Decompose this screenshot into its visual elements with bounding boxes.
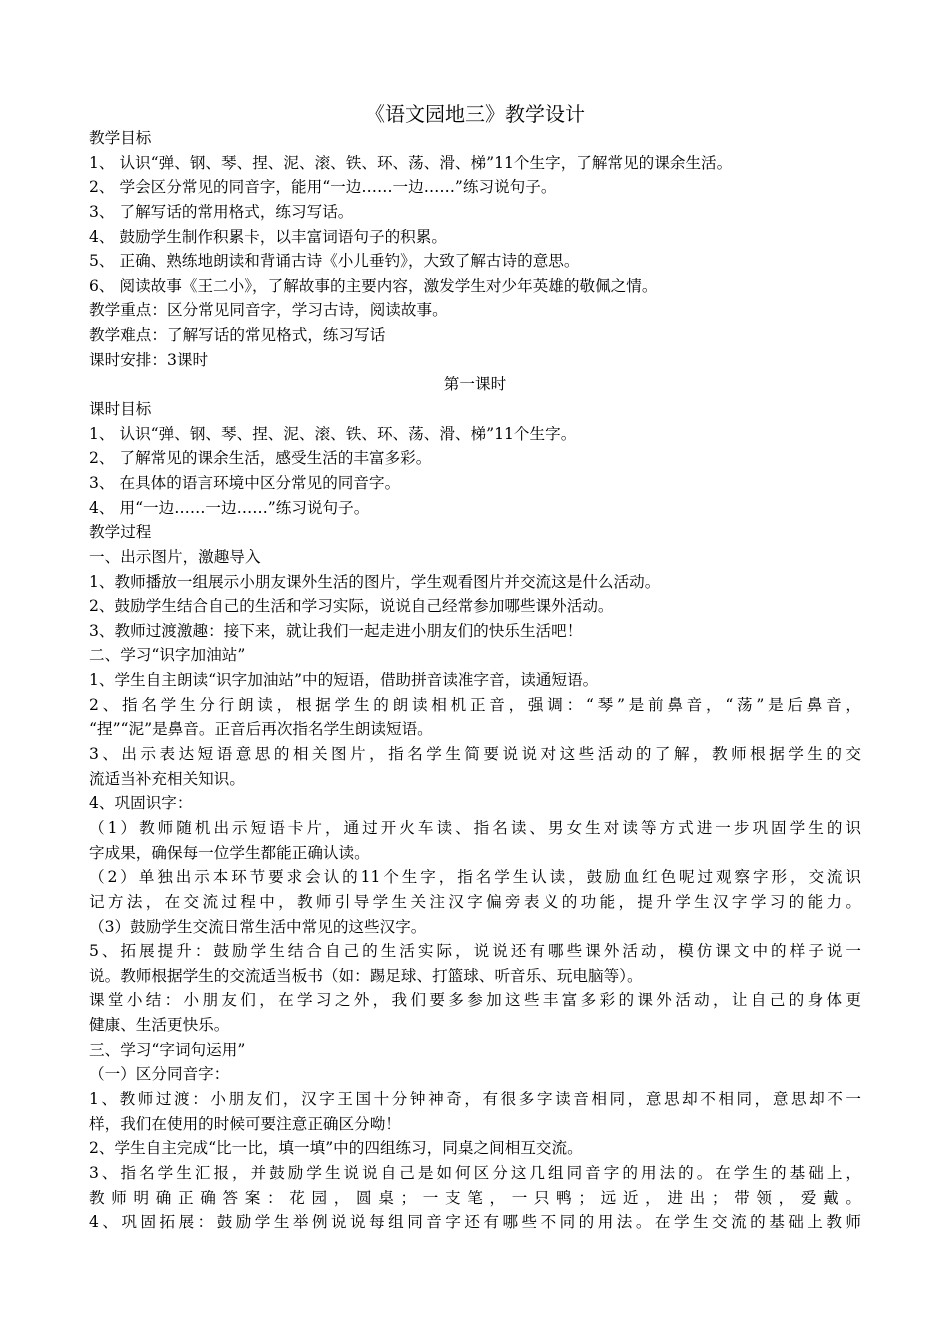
text-line: 1、教师过渡：小朋友们，汉字王国十分钟神奇，有很多字读音相同，意思却不相同，意思却不一 <box>89 1089 861 1108</box>
text-line: 2、鼓励学生结合自己的生活和学习实际，说说自己经常参加哪些课外活动。 <box>89 597 614 616</box>
text-line: 3、指名学生汇报，并鼓励学生说说自己是如何区分这几组同音字的用法的。在学生的基础上， <box>89 1163 861 1182</box>
text-line: 5、拓展提升：鼓励学生结合自己的生活实际，说说还有哪些课外活动，模仿课文中的样子说一 <box>89 942 861 961</box>
text-line: 记方法，在交流过程中，教师引导学生关注汉字偏旁表义的功能，提升学生汉字学习的能力。 <box>89 892 861 911</box>
text-line: 第一课时 <box>443 375 507 394</box>
text-line: 2、学生自主完成“比一比，填一填”中的四组练习，同桌之间相互交流。 <box>89 1139 583 1158</box>
text-line: 2、指名学生分行朗读，根据学生的朗读相机正音，强调：“琴”是前鼻音，“荡”是后鼻音， <box>89 695 861 714</box>
document-title: 《语文园地三》教学设计 <box>365 102 585 126</box>
document-body <box>89 126 861 1235</box>
text-line: 健康、生活更快乐。 <box>89 1016 230 1035</box>
text-line: 2、 学会区分常见的同音字，能用“一边……一边……”练习说句子。 <box>89 178 557 197</box>
text-line: 三、学习“字词句运用” <box>89 1040 246 1059</box>
text-line: 1、学生自主朗读“识字加油站”中的短语，借助拼音读准字音，读通短语。 <box>89 671 599 690</box>
text-line: “捏”“泥”是鼻音。正音后再次指名学生朗读短语。 <box>89 720 433 739</box>
text-line: 3、出示表达短语意思的相关图片，指名学生简要说说对这些活动的了解，教师根据学生的交 <box>89 745 861 764</box>
text-line: （一）区分同音字： <box>89 1065 230 1084</box>
text-line: 3、教师过渡激趣：接下来，就让我们一起走进小朋友们的快乐生活吧！ <box>89 621 583 640</box>
text-line: （2）单独出示本环节要求会认的11个生字，指名学生认读，鼓励血红色呢过观察字形，交流识 <box>89 868 861 887</box>
text-line: 4、巩固拓展：鼓励学生举例说说每组同音字还有哪些不同的用法。在学生交流的基础上教师 <box>89 1213 861 1232</box>
text-line: 二、学习“识字加油站” <box>89 646 246 665</box>
text-line: 教师明确正确答案：花园，圆桌；一支笔，一只鸭；远近，进出；带领，爱戴。 <box>89 1188 861 1207</box>
text-line: 课时安排：3课时 <box>89 350 209 369</box>
text-line: 说。教师根据学生的交流适当板书（如：踢足球、打篮球、听音乐、玩电脑等）。 <box>89 966 643 985</box>
text-line: 3、 了解写话的常用格式，练习写话。 <box>89 202 354 221</box>
text-line: 一、出示图片，激趣导入 <box>89 547 261 566</box>
text-line: 1、 认识“弹、钢、琴、捏、泥、滚、铁、环、荡、滑、梯”11个生字，了解常见的课余生活。 <box>89 153 733 172</box>
text-line: 教学重点：区分常见同音字，学习古诗，阅读故事。 <box>89 301 448 320</box>
text-line: 流适当补充相关知识。 <box>89 769 245 788</box>
text-line: 教学过程 <box>89 523 152 542</box>
text-line: 1、教师播放一组展示小朋友课外生活的图片，学生观看图片并交流这是什么活动。 <box>89 572 661 591</box>
text-line: 课时目标 <box>89 400 152 419</box>
text-line: （3）鼓励学生交流日常生活中常见的这些汉字。 <box>89 917 427 936</box>
text-line: 4、巩固识字： <box>89 794 193 813</box>
text-line: 3、 在具体的语言环境中区分常见的同音字。 <box>89 473 401 492</box>
text-line: 教学目标 <box>89 129 152 147</box>
text-line: 教学难点：了解写话的常见格式，练习写话 <box>89 326 386 345</box>
text-line: （1）教师随机出示短语卡片，通过开火车读、指名读、男女生对读等方式进一步巩固学生的识 <box>89 818 861 837</box>
text-line: 4、 鼓励学生制作积累卡，以丰富词语句子的积累。 <box>89 227 447 246</box>
text-line: 课堂小结：小朋友们，在学习之外，我们要多参加这些丰富多彩的课外活动，让自己的身体更 <box>89 991 861 1010</box>
text-line: 5、 正确、熟练地朗读和背诵古诗《小儿垂钓》，大致了解古诗的意思。 <box>89 252 580 271</box>
text-line: 样，我们在使用的时候可要注意正确区分呦！ <box>89 1114 401 1133</box>
text-line: 4、 用“一边……一边……”练习说句子。 <box>89 498 370 517</box>
text-line: 2、 了解常见的课余生活，感受生活的丰富多彩。 <box>89 449 432 468</box>
text-line: 6、 阅读故事《王二小》，了解故事的主要内容，激发学生对少年英雄的敬佩之情。 <box>89 276 658 295</box>
text-line: 字成果，确保每一位学生都能正确认读。 <box>89 843 370 862</box>
text-line: 1、 认识“弹、钢、琴、捏、泥、滚、铁、环、荡、滑、梯”11个生字。 <box>89 424 577 443</box>
